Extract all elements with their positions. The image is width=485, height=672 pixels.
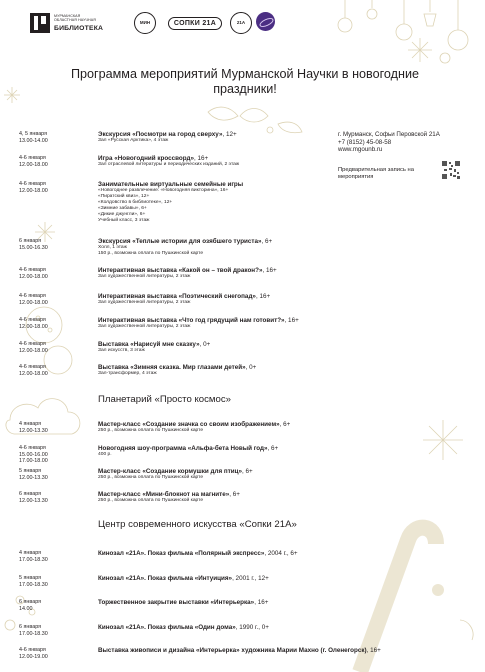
event-title xyxy=(98,445,348,452)
library-logo[interactable] xyxy=(30,11,118,37)
art-center-heading: Центр современного искусства «Сопки 21А» xyxy=(98,519,297,530)
event-day: 4 января xyxy=(19,421,42,427)
event-time: 12.00-18.00 xyxy=(19,299,48,306)
event-title-text: Экскурсия «Теплые истории для озябшего туриста» xyxy=(98,238,262,245)
event-day: 4-6 января xyxy=(19,267,46,273)
event-age: , 16+ xyxy=(366,647,381,654)
library-logo-icon xyxy=(30,13,50,33)
event-location: 250 р., возможна оплата по Пушкинской карте xyxy=(98,428,204,434)
event-title-text: Кинозал «21А». Показ фильма «Один дома» xyxy=(98,624,236,631)
ministry-logo[interactable]: МИН xyxy=(134,12,156,34)
event-time: 17.00-18.30 xyxy=(19,556,48,563)
event-time: 12.00-13.30 xyxy=(19,474,48,481)
event-age: , 16+ xyxy=(254,599,269,606)
event-location: 250 р., возможна оплата по Пушкинской карте xyxy=(98,475,204,481)
event-title xyxy=(98,238,348,245)
event-age: , 6+ xyxy=(261,238,273,245)
event-day: 4-6 января xyxy=(19,181,46,187)
event-info xyxy=(98,624,348,631)
event-age: , 6+ xyxy=(267,445,279,452)
event-age: , 0+ xyxy=(199,341,211,348)
event-info xyxy=(98,421,348,434)
sopki-logo[interactable]: СОПКИ 21А xyxy=(168,17,222,30)
event-info xyxy=(98,599,348,606)
event-title-text: Интерактивная выставка «Какой он – твой дракон?» xyxy=(98,267,263,274)
event-title-text: Мастер-класс «Создание значка со своим изображением» xyxy=(98,421,280,428)
event-time: 12.00-18.00 xyxy=(19,370,48,377)
event-title xyxy=(98,599,348,606)
event-date xyxy=(19,575,97,588)
event-title-text: Интерактивная выставка «Поэтический снегопад» xyxy=(98,293,256,300)
event-day: 4-6 января xyxy=(19,364,46,370)
event-date xyxy=(19,155,97,168)
partner-logos xyxy=(30,11,330,37)
event-time: 15.00-16.00 17.00-18.00 xyxy=(19,451,48,465)
event-location: Зал художественной литературы, 2 этаж xyxy=(98,300,191,306)
library-line2: ОБЛАСТНАЯ НАУЧНАЯ xyxy=(54,18,96,23)
event-age: , 1990 г., 0+ xyxy=(235,624,269,631)
event-age: , 0+ xyxy=(245,364,257,371)
phone[interactable]: +7 (8152) 45-08-58 xyxy=(338,138,392,146)
planetarium-heading: Планетарий «Просто космос» xyxy=(98,394,231,405)
event-time: 12.00-18.00 xyxy=(19,323,48,330)
page-title: Программа мероприятий Мурманской Научки в новогодние праздники! xyxy=(70,67,419,96)
event-location: Холл, 1 этаж 150 р., возможна оплата по Пушкинской карте xyxy=(98,245,204,257)
event-location: Зал искусств, 3 этаж xyxy=(98,348,145,354)
event-age: , 6+ xyxy=(242,468,253,475)
event-age: , 2001 г., 12+ xyxy=(232,575,269,582)
event-info xyxy=(98,491,348,504)
event-location: Зал художественной литературы, 2 этаж xyxy=(98,274,191,280)
event-title-text: Интерактивная выставка «Что год грядущий нам готовит?» xyxy=(98,317,285,324)
event-title-text: Игра «Новогодний кроссворд» xyxy=(98,155,194,162)
event-day: 4-6 января xyxy=(19,155,46,161)
event-date xyxy=(19,293,97,306)
event-day: 4-6 января xyxy=(19,317,46,323)
event-location: «Новогоднее развлечение: «Новогодняя викторина», 16+ «Пиратский квиз», 12+ «Колдовство в библиотеке», 12+ «Зимние забавы», 6+ «Дикие джунгли», 6+ Учебный класс, 3 этаж xyxy=(98,188,229,224)
event-title-text: Выставка «Зимняя сказка. Мир глазами детей» xyxy=(98,364,246,371)
event-day: 4 января xyxy=(19,550,42,556)
event-info xyxy=(98,181,348,224)
event-title-text: Экскурсия «Посмотри на город сверху» xyxy=(98,131,223,138)
event-time: 12.00-18.00 xyxy=(19,273,48,280)
event-time: 15.00-16.30 xyxy=(19,244,48,251)
event-location: Зал-трансформер, 4 этаж xyxy=(98,371,157,377)
event-info xyxy=(98,468,348,481)
event-time: 13.00-14.00 xyxy=(19,137,48,144)
library-line1: МУРМАНСКАЯ xyxy=(54,14,81,18)
event-age: , 2004 г., 6+ xyxy=(264,550,298,557)
event-day: 4-6 января xyxy=(19,647,46,653)
event-date xyxy=(19,647,97,660)
event-info xyxy=(98,364,348,377)
event-day: 4, 5 января xyxy=(19,131,48,137)
event-date xyxy=(19,131,97,144)
contacts-block xyxy=(338,131,478,154)
registration-note: Предварительная запись на мероприятия xyxy=(338,167,414,180)
event-time: 17.00-18.30 xyxy=(19,630,48,637)
event-date xyxy=(19,550,97,563)
event-title-text: Торжественное закрытие выставки «Интерьеркa» xyxy=(98,599,255,606)
event-time: 12.00-13.30 xyxy=(19,427,48,434)
event-title-text: Мастер-класс «Мини-блокнот на магните» xyxy=(98,491,230,498)
event-age: , 6+ xyxy=(229,491,240,498)
event-time: 12.00-18.00 xyxy=(19,347,48,354)
event-title-text: Новогодняя шоу-программа «Альфа-бета Новый год» xyxy=(98,445,268,452)
event-date xyxy=(19,181,97,194)
event-title-text: Выставка живописи и дизайна «Интерьеркa» художника Марии Махно (г. Оленегорск) xyxy=(98,647,367,654)
event-location: Зал «Русская Арктика», 4 этаж xyxy=(98,138,169,144)
address: г. Мурманск, Софьи Перовской 21А xyxy=(338,131,440,138)
event-location: Зал художественной литературы, 2 этаж xyxy=(98,324,191,330)
event-info xyxy=(98,293,348,306)
event-info xyxy=(98,575,348,582)
event-age: , 16+ xyxy=(255,293,271,300)
event-title xyxy=(98,575,348,582)
event-title xyxy=(98,624,348,631)
event-age: , 12+ xyxy=(222,131,237,138)
event-location: 250 р., возможна оплата по Пушкинской карте xyxy=(98,498,204,504)
planetarium-logo-icon[interactable] xyxy=(256,12,275,31)
event-info xyxy=(98,341,348,354)
event-info xyxy=(98,445,348,458)
event-age: , 16+ xyxy=(262,267,277,274)
event-title-text: Кинозал «21А». Показ фильма «Интуиция» xyxy=(98,575,233,582)
library-name: БИБЛИОТЕКА xyxy=(54,25,104,32)
event-day: 6 января xyxy=(19,599,42,605)
event-day: 5 января xyxy=(19,575,42,581)
art-center-logo[interactable]: 21А xyxy=(230,12,252,34)
event-date xyxy=(19,317,97,330)
event-info xyxy=(98,267,348,280)
event-info xyxy=(98,131,348,144)
event-title-text: Занимательные виртуальные семейные игры xyxy=(98,181,244,188)
event-title-text: Выставка «Нарисуй мне сказку» xyxy=(98,341,200,348)
event-date xyxy=(19,421,97,434)
event-location: 400 р. xyxy=(98,452,112,458)
event-date xyxy=(19,364,97,377)
event-date xyxy=(19,491,97,504)
event-date xyxy=(19,238,97,251)
event-info xyxy=(98,550,348,557)
event-date xyxy=(19,267,97,280)
event-day: 4-6 января xyxy=(19,341,46,347)
qr-code-icon[interactable] xyxy=(441,160,461,180)
event-day: 6 января xyxy=(19,624,42,630)
event-date xyxy=(19,341,97,354)
event-age: , 16+ xyxy=(193,155,209,162)
event-date xyxy=(19,599,97,612)
event-title-text: Кинозал «21А». Показ фильма «Полярный экспресс» xyxy=(98,550,265,557)
event-time: 14.00 xyxy=(19,605,33,612)
event-day: 4-6 января xyxy=(19,445,46,451)
event-info xyxy=(98,238,348,257)
event-day: 5 января xyxy=(19,468,42,474)
event-day: 6 января xyxy=(19,238,42,244)
event-location: Зал отраслевой литературы и периодических изданий, 2 этаж xyxy=(98,162,240,168)
event-date xyxy=(19,624,97,637)
website-link[interactable]: www.mgounb.ru xyxy=(338,146,383,154)
event-date xyxy=(19,445,97,465)
event-day: 4-6 января xyxy=(19,293,46,299)
event-time: 12.00-19.00 xyxy=(19,653,48,660)
event-title xyxy=(98,550,348,557)
event-day: 6 января xyxy=(19,491,42,497)
event-info xyxy=(98,647,381,654)
event-age: , 6+ xyxy=(279,421,291,428)
event-time: 12.00-18.00 xyxy=(19,187,48,194)
event-time: 12.00-18.00 xyxy=(19,161,48,168)
event-time: 12.00-13.30 xyxy=(19,497,48,504)
event-date xyxy=(19,468,97,481)
event-title-text: Мастер-класс «Создание кормушки для птиц» xyxy=(98,468,243,475)
event-title xyxy=(98,647,381,654)
event-time: 17.00-18.30 xyxy=(19,581,48,588)
event-info xyxy=(98,155,348,168)
event-age: , 16+ xyxy=(284,317,299,324)
event-info xyxy=(98,317,348,330)
